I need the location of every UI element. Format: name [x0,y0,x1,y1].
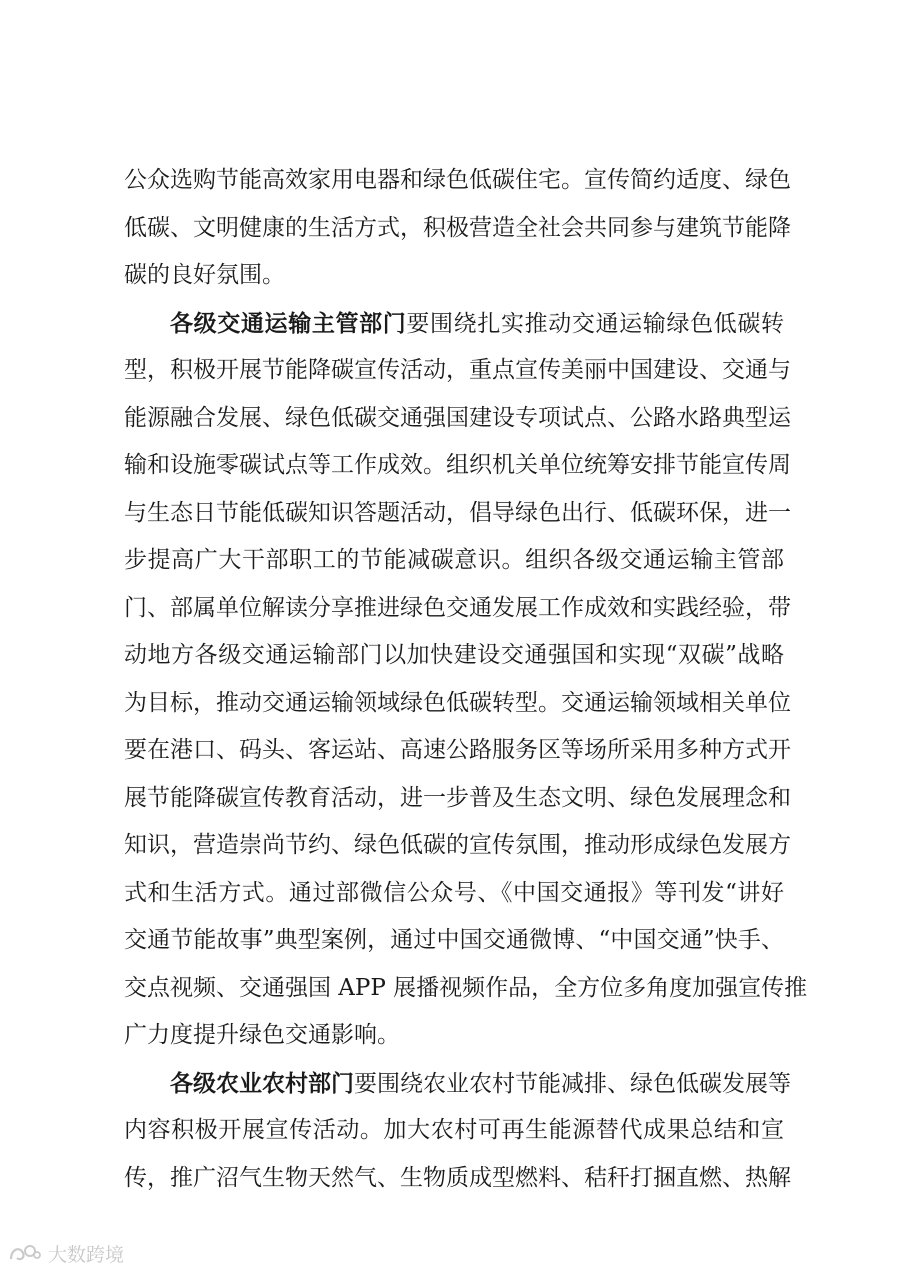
text-line: 式和生活方式。通过部微信公众号、《中国交通报》等刊发“讲好 [124,879,784,906]
watermark-text: 大数跨境 [48,1243,125,1266]
text-line: 为目标，推动交通运输领域绿色低碳转型。交通运输领域相关单位 [124,689,791,716]
text-line: 内容积极开展宣传活动。加大农村可再生能源替代成果总结和宣 [124,1117,784,1143]
text-line: 要在港口、码头、客运站、高速公路服务区等场所采用多种方式开 [124,737,791,763]
text-line: 低碳、文明健康的生活方式，积极营造全社会共同参与建筑节能降 [124,214,791,241]
text-line: 输和设施零碳试点等工作成效。组织机关单位统筹安排节能宣传周 [124,452,791,478]
watermark [8,1240,124,1266]
text-line: 公众选购节能高效家用电器和绿色低碳住宅。宣传简约适度、绿色 [124,167,791,193]
text-line: 动地方各级交通运输部门以加快建设交通强国和实现“双碳”战略 [124,642,784,668]
text-line [124,300,784,348]
paragraph-lead: 各级农业农村部门 [170,1069,354,1097]
document-body [124,157,808,1202]
paragraph [124,1060,791,1203]
text-line: 与生态日节能低碳知识答题活动，倡导绿色出行、低碳环保，进一 [124,499,791,526]
text-line: 能源融合发展、绿色低碳交通强国建设专项试点、公路水路典型运 [124,404,791,431]
text-line [124,1060,791,1108]
text-line: 交点视频、交通强国 APP 展播视频作品，全方位多角度加强宣传推 [124,974,808,1001]
text-line: 步提高广大干部职工的节能减碳意识。组织各级交通运输主管部 [124,547,784,573]
paragraph-lead-rest: 要围绕农业农村节能减排、绿色低碳发展等 [354,1070,791,1097]
text-line: 传，推广沼气生物天然气、生物质成型燃料、秸秆打捆直燃、热解 [124,1164,791,1191]
paragraph [124,157,791,300]
text-line: 交通节能故事”典型案例，通过中国交通微博、“中国交通”快手、 [124,927,784,953]
text-line: 知识，营造崇尚节约、绿色低碳的宣传氛围，推动形成绿色发展方 [124,832,791,858]
text-line: 广力度提升绿色交通影响。 [124,1022,400,1048]
text-line: 展节能降碳宣传教育活动，进一步普及生态文明、绿色发展理念和 [124,784,791,811]
text-line: 门、部属单位解读分享推进绿色交通发展工作成效和实践经验，带 [124,594,791,621]
brand-logo-icon [8,1242,42,1264]
text-line: 型，积极开展节能降碳宣传活动，重点宣传美丽中国建设、交通与 [124,357,791,383]
paragraph-lead: 各级交通运输主管部门 [170,309,407,337]
paragraph-lead-rest: 要围绕扎实推动交通运输绿色低碳转 [406,310,785,337]
text-line: 碳的良好氛围。 [124,262,285,288]
paragraph [124,300,808,1060]
